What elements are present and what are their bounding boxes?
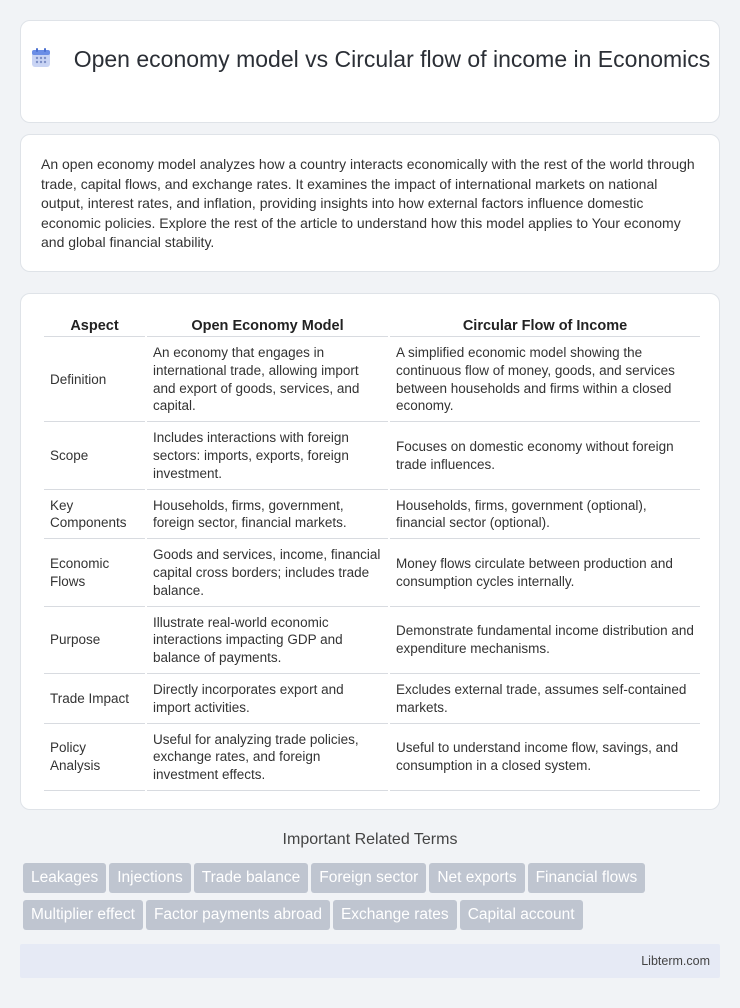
- aspect-cell: Definition: [44, 337, 145, 422]
- related-term-tag[interactable]: Injections: [109, 863, 190, 893]
- related-term-tag[interactable]: Net exports: [429, 863, 524, 893]
- column-header: Aspect: [44, 314, 145, 337]
- page-title: [21, 45, 719, 74]
- comparison-card: [20, 293, 720, 810]
- related-term-tag[interactable]: Trade balance: [194, 863, 309, 893]
- open-economy-cell: Illustrate real-world economic interactions impacting GDP and balance of payments.: [147, 607, 388, 674]
- table-row: [44, 539, 700, 606]
- aspect-cell: Scope: [44, 422, 145, 489]
- related-term-tag[interactable]: Financial flows: [528, 863, 646, 893]
- page-title-text: Open economy model vs Circular flow of income in Economics: [73, 46, 711, 72]
- related-term-tag[interactable]: Factor payments abroad: [146, 900, 330, 930]
- table-header-row: [44, 314, 700, 337]
- related-term-tag[interactable]: Leakages: [23, 863, 106, 893]
- column-header: Open Economy Model: [147, 314, 388, 337]
- calendar-icon: [30, 47, 52, 69]
- title-card: [20, 20, 720, 123]
- column-header: Circular Flow of Income: [390, 314, 700, 337]
- related-term-tag[interactable]: Foreign sector: [311, 863, 426, 893]
- circular-flow-cell: Money flows circulate between production and consumption cycles internally.: [390, 539, 700, 606]
- circular-flow-cell: Useful to understand income flow, savings, and consumption in a closed system.: [390, 724, 700, 791]
- intro-card: [20, 134, 720, 272]
- table-row: [44, 337, 700, 422]
- intro-text: An open economy model analyzes how a country interacts economically with the rest of the world through trade, capital flows, and exchange rates. It examines the impact of international markets on national output, interest rates, and inflation, providing insights into how external factors influence domestic economic policies. Explore the rest of the article to understand how this model applies to Your economy and global financial stability.: [41, 156, 695, 251]
- circular-flow-cell: Households, firms, government (optional), financial sector (optional).: [390, 490, 700, 540]
- circular-flow-cell: A simplified economic model showing the continuous flow of money, goods, and services between households and firms within a closed economy.: [390, 337, 700, 422]
- related-terms-title: Important Related Terms: [282, 831, 458, 848]
- related-term-tag[interactable]: Capital account: [460, 900, 583, 930]
- table-row: [44, 674, 700, 724]
- comparison-table: [42, 314, 702, 791]
- aspect-cell: Key Components: [44, 490, 145, 540]
- open-economy-cell: Useful for analyzing trade policies, exchange rates, and foreign investment effects.: [147, 724, 388, 791]
- footer-brand[interactable]: Libterm.com: [641, 954, 710, 968]
- related-term-tag[interactable]: Exchange rates: [333, 900, 457, 930]
- aspect-cell: Purpose: [44, 607, 145, 674]
- aspect-cell: Economic Flows: [44, 539, 145, 606]
- aspect-cell: Policy Analysis: [44, 724, 145, 791]
- related-terms-list: [23, 863, 723, 937]
- circular-flow-cell: Excludes external trade, assumes self-contained markets.: [390, 674, 700, 724]
- open-economy-cell: Households, firms, government, foreign sector, financial markets.: [147, 490, 388, 540]
- footer: [20, 944, 720, 978]
- open-economy-cell: Includes interactions with foreign sectors: imports, exports, foreign investment.: [147, 422, 388, 489]
- open-economy-cell: Goods and services, income, financial capital cross borders; includes trade balance.: [147, 539, 388, 606]
- circular-flow-cell: Focuses on domestic economy without foreign trade influences.: [390, 422, 700, 489]
- aspect-cell: Trade Impact: [44, 674, 145, 724]
- open-economy-cell: An economy that engages in international trade, allowing import and export of goods, services, and capital.: [147, 337, 388, 422]
- circular-flow-cell: Demonstrate fundamental income distribution and expenditure mechanisms.: [390, 607, 700, 674]
- table-row: [44, 607, 700, 674]
- table-row: [44, 422, 700, 489]
- table-row: [44, 490, 700, 540]
- table-row: [44, 724, 700, 791]
- open-economy-cell: Directly incorporates export and import activities.: [147, 674, 388, 724]
- related-term-tag[interactable]: Multiplier effect: [23, 900, 143, 930]
